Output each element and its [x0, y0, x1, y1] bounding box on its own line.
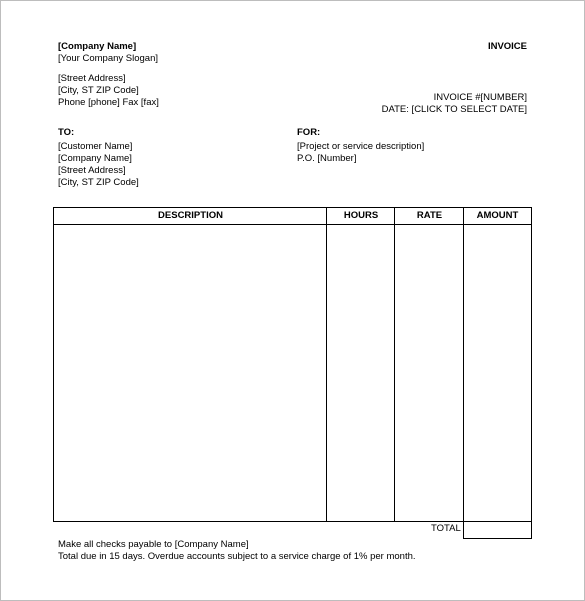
- for-po[interactable]: P.O. [Number]: [297, 153, 357, 164]
- total-amount-cell[interactable]: [463, 521, 532, 539]
- company-name[interactable]: [Company Name]: [58, 41, 137, 52]
- payment-terms-note[interactable]: Total due in 15 days. Overdue accounts subject to a service charge of 1% per month.: [58, 551, 416, 562]
- header-amount: AMOUNT: [476, 210, 519, 221]
- company-slogan[interactable]: [Your Company Slogan]: [58, 53, 158, 64]
- invoice-meta: [382, 92, 527, 116]
- invoice-title: INVOICE: [487, 41, 527, 52]
- table-header-row: [54, 208, 531, 225]
- line-items-table: [53, 207, 532, 522]
- checks-payable-note[interactable]: Make all checks payable to [Company Name]: [58, 539, 249, 550]
- company-street[interactable]: [Street Address]: [58, 73, 126, 84]
- footer-notes: [58, 539, 416, 563]
- company-address-block: [58, 73, 159, 109]
- company-block: [58, 41, 158, 65]
- to-company-name[interactable]: [Company Name]: [58, 153, 132, 164]
- header-description: DESCRIPTION: [158, 210, 223, 221]
- for-project[interactable]: [Project or service description]: [297, 141, 425, 152]
- header-hours: HOURS: [343, 210, 379, 221]
- to-city[interactable]: [City, ST ZIP Code]: [58, 177, 139, 188]
- to-heading: TO:: [58, 127, 75, 138]
- header-rate: RATE: [416, 210, 443, 221]
- to-customer-name[interactable]: [Customer Name]: [58, 141, 133, 152]
- bill-to-block: [58, 127, 139, 189]
- total-label: TOTAL: [431, 523, 461, 534]
- invoice-date[interactable]: DATE: [CLICK TO SELECT DATE]: [381, 104, 527, 115]
- company-phone-fax[interactable]: Phone [phone] Fax [fax]: [58, 97, 159, 108]
- for-heading: FOR:: [297, 127, 321, 138]
- to-street[interactable]: [Street Address]: [58, 165, 126, 176]
- line-items-body[interactable]: [54, 225, 531, 521]
- for-block: [297, 127, 424, 165]
- invoice-number[interactable]: INVOICE #[NUMBER]: [433, 92, 527, 103]
- company-city[interactable]: [City, ST ZIP Code]: [58, 85, 139, 96]
